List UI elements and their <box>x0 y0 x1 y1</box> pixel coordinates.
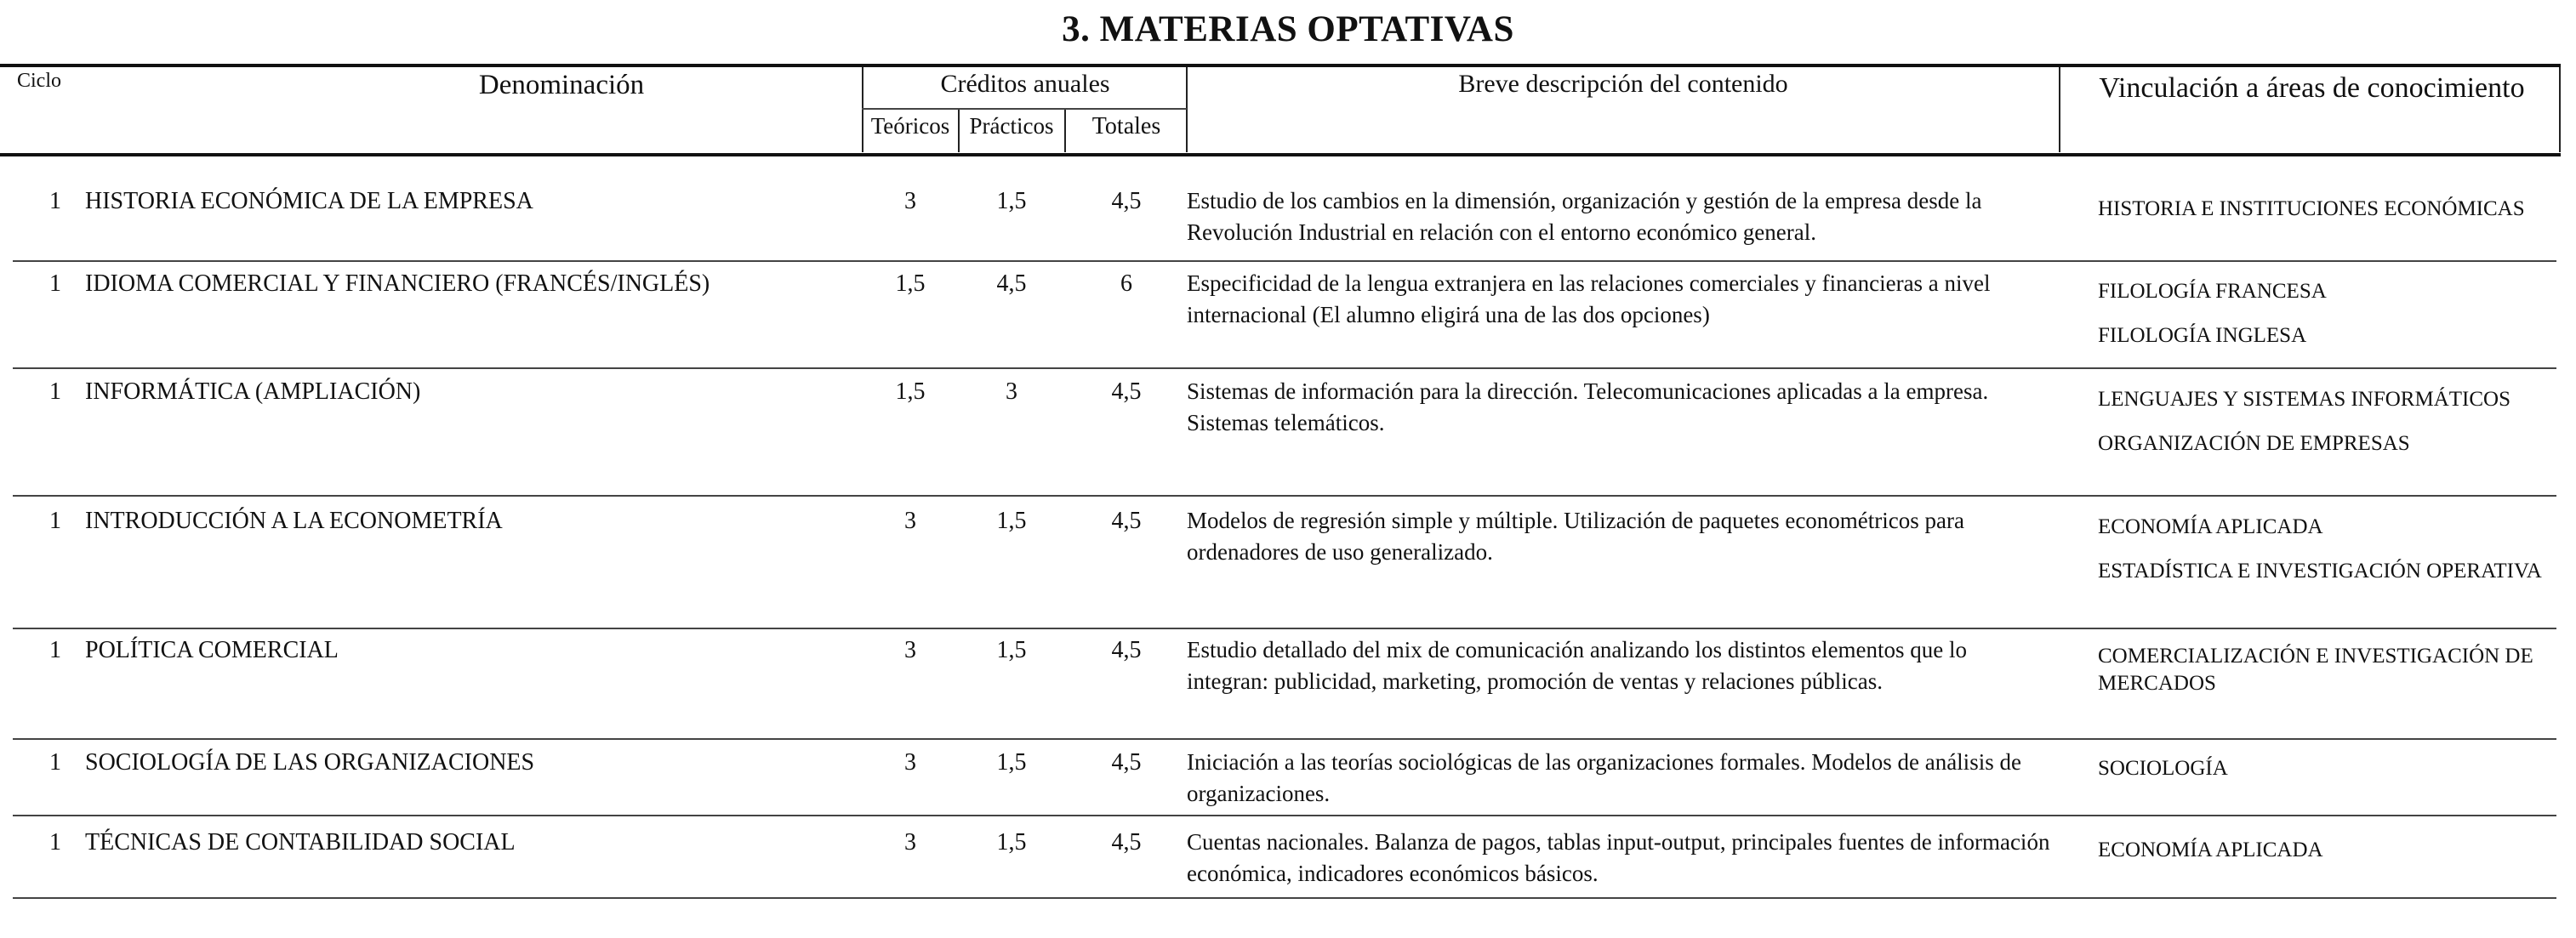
header-teoricos: Teóricos <box>870 113 950 139</box>
cell-practicos: 1,5 <box>996 829 1027 856</box>
cell-denominacion: INFORMÁTICA (AMPLIACIÓN) <box>85 378 421 405</box>
row-divider <box>13 738 2556 740</box>
cell-denominacion: POLÍTICA COMERCIAL <box>85 637 339 663</box>
cell-areas <box>2098 643 2562 697</box>
cell-areas <box>2098 837 2562 864</box>
header-divider <box>2059 67 2060 152</box>
cell-teoricos: 3 <box>904 749 916 776</box>
cell-descripcion: Modelos de regresión simple y múltiple. Utilización de paquetes econométricos para ordenadores de uso generalizado. <box>1187 508 1964 565</box>
header-subrule <box>862 108 1187 110</box>
header-creditos-anuales: Créditos anuales <box>940 70 1110 98</box>
cell-totales: 4,5 <box>1111 188 1142 214</box>
header-divider <box>2559 67 2561 152</box>
cell-descripcion: Iniciación a las teorías sociológicas de las organizaciones formales. Modelos de análisis de organizaciones. <box>1187 749 2021 806</box>
cell-teoricos: 3 <box>904 188 916 214</box>
cell-descripcion: Sistemas de información para la dirección. Telecomunicaciones aplicadas a la empresa. Sistemas telemáticos. <box>1187 378 1989 435</box>
cell-denominacion: SOCIOLOGÍA DE LAS ORGANIZACIONES <box>85 749 535 776</box>
cell-denominacion: IDIOMA COMERCIAL Y FINANCIERO (FRANCÉS/INGLÉS) <box>85 270 710 297</box>
cell-areas <box>2098 196 2562 223</box>
area-item: LENGUAJES Y SISTEMAS INFORMÁTICOS <box>2098 388 2510 411</box>
cell-ciclo: 1 <box>49 270 61 297</box>
area-item: FILOLOGÍA FRANCESA <box>2098 280 2327 303</box>
row-divider <box>13 897 2556 899</box>
cell-areas <box>2098 278 2562 350</box>
cell-descripcion: Cuentas nacionales. Balanza de pagos, tablas input-output, principales fuentes de información económica, indicadores económicos básicos. <box>1187 829 2050 886</box>
cell-teoricos: 3 <box>904 637 916 663</box>
cell-ciclo: 1 <box>49 188 61 214</box>
cell-practicos: 1,5 <box>996 508 1027 534</box>
header-divider <box>1186 67 1188 152</box>
row-divider <box>13 628 2556 629</box>
area-item: ECONOMÍA APLICADA <box>2098 515 2323 538</box>
cell-denominacion: TÉCNICAS DE CONTABILIDAD SOCIAL <box>85 829 516 856</box>
cell-teoricos: 1,5 <box>895 378 926 405</box>
header-vinculacion: Vinculación a áreas de conocimiento <box>2099 72 2525 104</box>
cell-practicos: 4,5 <box>996 270 1027 297</box>
area-item: HISTORIA E INSTITUCIONES ECONÓMICAS <box>2098 197 2525 220</box>
cell-teoricos: 1,5 <box>895 270 926 297</box>
area-item: COMERCIALIZACIÓN E INVESTIGACIÓN DE MERCADOS <box>2098 645 2533 695</box>
cell-denominacion: HISTORIA ECONÓMICA DE LA EMPRESA <box>85 188 533 214</box>
cell-denominacion: INTRODUCCIÓN A LA ECONOMETRÍA <box>85 508 503 534</box>
area-item: ECONOMÍA APLICADA <box>2098 839 2323 861</box>
header-practicos: Prácticos <box>969 113 1054 139</box>
area-item: SOCIOLOGÍA <box>2098 757 2228 780</box>
header-denominacion: Denominación <box>478 70 645 100</box>
area-item: ESTADÍSTICA E INVESTIGACIÓN OPERATIVA <box>2098 560 2542 583</box>
cell-descripcion: Especificidad de la lengua extranjera en las relaciones comerciales y financieras a nivel internacional (El alumno eligirá una de las dos opciones) <box>1187 270 1991 327</box>
header-divider <box>958 109 960 152</box>
header-ciclo: Ciclo <box>17 70 61 92</box>
row-divider <box>13 815 2556 816</box>
cell-ciclo: 1 <box>49 749 61 776</box>
cell-ciclo: 1 <box>49 378 61 405</box>
cell-totales: 4,5 <box>1111 749 1142 776</box>
cell-totales: 6 <box>1120 270 1132 297</box>
cell-ciclo: 1 <box>49 508 61 534</box>
cell-totales: 4,5 <box>1111 508 1142 534</box>
cell-teoricos: 3 <box>904 508 916 534</box>
cell-practicos: 1,5 <box>996 749 1027 776</box>
cell-descripcion: Estudio de los cambios en la dimensión, organización y gestión de la empresa desde la Revolución Industrial en relación con el entorno económico general. <box>1187 188 1982 245</box>
row-divider <box>13 367 2556 369</box>
cell-teoricos: 3 <box>904 829 916 856</box>
header-divider <box>862 67 863 152</box>
header-bottom-rule <box>0 153 2561 156</box>
row-divider <box>13 495 2556 497</box>
cell-areas <box>2098 386 2562 458</box>
cell-ciclo: 1 <box>49 637 61 663</box>
area-item: ORGANIZACIÓN DE EMPRESAS <box>2098 432 2410 455</box>
cell-practicos: 3 <box>1006 378 1017 405</box>
cell-totales: 4,5 <box>1111 829 1142 856</box>
cell-totales: 4,5 <box>1111 378 1142 405</box>
cell-practicos: 1,5 <box>996 188 1027 214</box>
cell-descripcion: Estudio detallado del mix de comunicación analizando los distintos elementos que lo integran: publicidad, marketing, promoción de ventas y relaciones públicas. <box>1187 637 1968 694</box>
page-title: 3. MATERIAS OPTATIVAS <box>1062 9 1514 49</box>
cell-ciclo: 1 <box>49 829 61 856</box>
area-item: FILOLOGÍA INGLESA <box>2098 324 2307 347</box>
cell-totales: 4,5 <box>1111 637 1142 663</box>
cell-areas <box>2098 755 2562 782</box>
header-descripcion: Breve descripción del contenido <box>1458 70 1788 98</box>
header-divider <box>1064 109 1066 152</box>
top-rule <box>0 64 2561 67</box>
row-divider <box>13 260 2556 262</box>
cell-areas <box>2098 514 2562 585</box>
header-totales: Totales <box>1091 113 1161 139</box>
cell-practicos: 1,5 <box>996 637 1027 663</box>
